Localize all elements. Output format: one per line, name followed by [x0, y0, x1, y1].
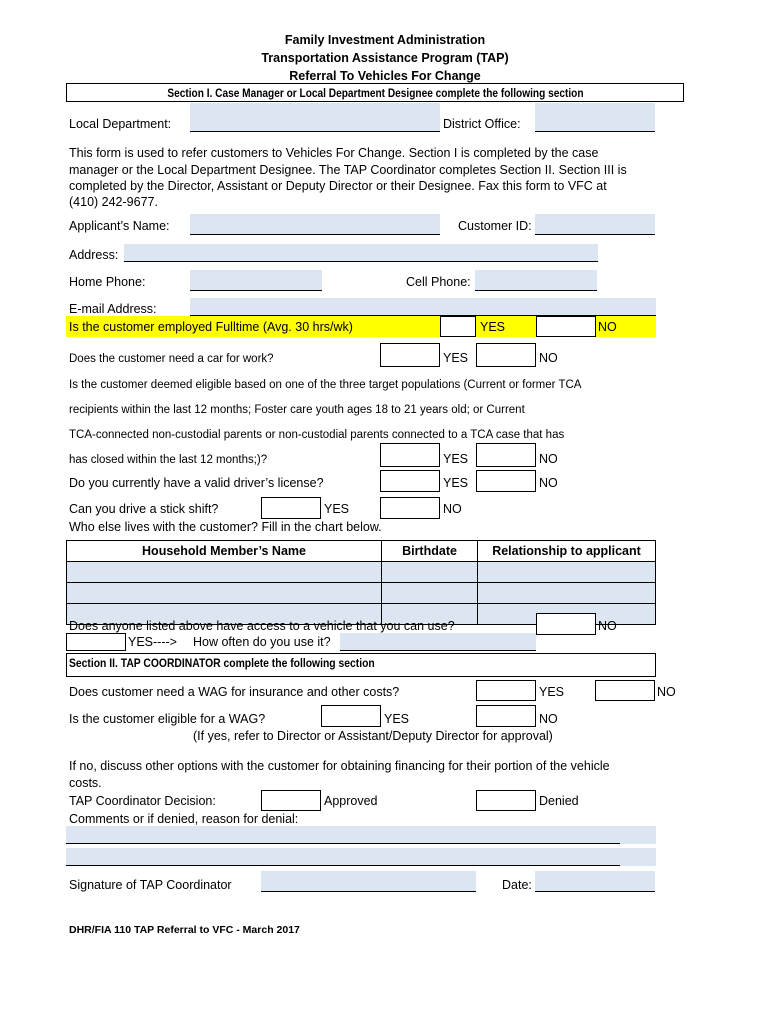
local-department-label: Local Department: — [69, 117, 172, 131]
employed-no-checkbox[interactable] — [536, 316, 596, 337]
employed-yes-checkbox[interactable] — [440, 316, 476, 337]
vehicle-access-question: Does anyone listed above have access to a vehicle that you can use? — [69, 619, 455, 633]
eligible-text-line-3: TCA-connected non-custodial parents or non-custodial parents connected to a TCA case that has — [69, 429, 565, 441]
household-header-row — [67, 541, 656, 562]
comments-field-1[interactable] — [66, 826, 656, 844]
wag-need-no-label: NO — [657, 685, 676, 699]
car-for-work-no-label: NO — [539, 351, 558, 365]
car-for-work-question: Does the customer need a car for work? — [69, 353, 274, 365]
stick-shift-question: Can you drive a stick shift? — [69, 502, 219, 516]
district-office-field[interactable] — [535, 103, 655, 132]
district-office-label: District Office: — [443, 117, 521, 131]
approved-checkbox[interactable] — [261, 790, 321, 811]
cell-phone-label: Cell Phone: — [406, 275, 471, 289]
form-agency-title: Family Investment Administration — [284, 33, 486, 47]
stick-shift-yes-label: YES — [324, 502, 350, 516]
employed-question: Is the customer employed Fulltime (Avg. 30 hrs/wk) — [69, 320, 353, 334]
form-program-title: Transportation Assistance Program (TAP) — [261, 51, 509, 65]
stick-shift-yes-checkbox[interactable] — [261, 497, 321, 519]
other-options-line-2: costs. — [69, 776, 102, 790]
household-birthdate-cell[interactable] — [382, 562, 478, 583]
intro-text-line-3: completed by the Director, Assistant or Deputy Director or their Designee. Fax this form to VFC at — [69, 179, 607, 193]
customer-id-field[interactable] — [535, 214, 655, 235]
home-phone-field[interactable] — [190, 270, 322, 291]
decision-label: TAP Coordinator Decision: — [69, 794, 216, 808]
household-header-relationship: Relationship to applicant — [478, 541, 656, 562]
denied-checkbox[interactable] — [476, 790, 536, 811]
comments-underline-1 — [66, 843, 620, 844]
vehicle-access-yes-checkbox[interactable] — [66, 633, 126, 651]
eligible-yes-checkbox[interactable] — [380, 443, 440, 467]
wag-eligible-no-label: NO — [539, 712, 558, 726]
eligible-text-line-4: has closed within the last 12 months;)? — [69, 454, 268, 466]
date-field[interactable] — [535, 871, 655, 892]
address-label: Address: — [69, 248, 119, 262]
other-options-line-1: If no, discuss other options with the customer for obtaining financing for their portion of the vehicle — [69, 759, 610, 773]
cell-phone-field[interactable] — [475, 270, 597, 291]
section-1-title: Section I. Case Manager or Local Department Designee complete the following section — [166, 88, 584, 100]
car-for-work-no-checkbox[interactable] — [476, 343, 536, 367]
comments-underline-2 — [66, 865, 620, 866]
date-label: Date: — [502, 878, 532, 892]
license-yes-label: YES — [443, 476, 469, 490]
car-for-work-yes-label: YES — [443, 351, 469, 365]
household-name-cell[interactable] — [67, 562, 382, 583]
wag-need-question: Does customer need a WAG for insurance and other costs? — [69, 685, 400, 699]
license-yes-checkbox[interactable] — [380, 470, 440, 492]
employed-no-label: NO — [598, 320, 617, 334]
section-2-title: Section II. TAP COORDINATOR complete the following section — [69, 658, 375, 670]
applicant-name-label: Applicant’s Name: — [69, 219, 170, 233]
wag-eligible-yes-checkbox[interactable] — [321, 705, 381, 727]
signature-label: Signature of TAP Coordinator — [69, 878, 232, 892]
approved-label: Approved — [324, 794, 378, 808]
local-department-field[interactable] — [190, 103, 440, 132]
wag-need-yes-checkbox[interactable] — [476, 680, 536, 701]
how-often-question: How often do you use it? — [193, 635, 331, 649]
wag-eligible-no-checkbox[interactable] — [476, 705, 536, 727]
signature-field[interactable] — [261, 871, 476, 892]
wag-eligible-yes-label: YES — [384, 712, 410, 726]
eligible-no-label: NO — [539, 452, 558, 466]
applicant-name-field[interactable] — [190, 214, 440, 235]
how-often-field[interactable] — [340, 633, 536, 651]
license-no-checkbox[interactable] — [476, 470, 536, 492]
comments-label: Comments or if denied, reason for denial: — [69, 812, 299, 826]
household-row — [67, 562, 656, 583]
comments-field-2[interactable] — [66, 848, 656, 866]
form-id-footer: DHR/FIA 110 TAP Referral to VFC - March 2017 — [69, 924, 300, 936]
vehicle-access-no-checkbox[interactable] — [536, 613, 596, 635]
who-lives-question: Who else lives with the customer? Fill in the chart below. — [69, 520, 382, 534]
email-label: E-mail Address: — [69, 302, 157, 316]
denied-label: Denied — [539, 794, 579, 808]
household-header-name: Household Member’s Name — [67, 541, 382, 562]
stick-shift-no-checkbox[interactable] — [380, 497, 440, 519]
wag-eligible-question: Is the customer eligible for a WAG? — [69, 712, 266, 726]
address-field[interactable] — [124, 244, 598, 262]
wag-note: (If yes, refer to Director or Assistant/Deputy Director for approval) — [193, 729, 553, 743]
household-header-birthdate: Birthdate — [382, 541, 478, 562]
section-1-banner — [66, 83, 684, 102]
eligible-yes-label: YES — [443, 452, 469, 466]
form-title: Referral To Vehicles For Change — [289, 69, 481, 83]
section-2-banner — [66, 653, 656, 677]
email-field[interactable] — [190, 298, 656, 316]
vehicle-access-yes-label: YES----> — [128, 635, 177, 649]
household-relationship-cell[interactable] — [478, 583, 656, 604]
wag-need-no-checkbox[interactable] — [595, 680, 655, 701]
household-relationship-cell[interactable] — [478, 562, 656, 583]
stick-shift-no-label: NO — [443, 502, 462, 516]
intro-text-line-2: manager or the Local Department Designee. The TAP Coordinator completes Section II. Section III is — [69, 163, 627, 177]
customer-id-label: Customer ID: — [458, 219, 532, 233]
household-row — [67, 583, 656, 604]
license-no-label: NO — [539, 476, 558, 490]
employed-yes-label: YES — [480, 320, 506, 334]
home-phone-label: Home Phone: — [69, 275, 146, 289]
eligible-text-line-2: recipients within the last 12 months; Foster care youth ages 18 to 21 years old; or Current — [69, 404, 525, 416]
wag-need-yes-label: YES — [539, 685, 565, 699]
eligible-no-checkbox[interactable] — [476, 443, 536, 467]
vehicle-access-no-label: NO — [598, 619, 617, 633]
intro-text-line-4: (410) 242-9677. — [69, 195, 158, 209]
eligible-text-line-1: Is the customer deemed eligible based on one of the three target populations (Current or former TCA — [69, 379, 582, 391]
intro-text-line-1: This form is used to refer customers to Vehicles For Change. Section I is completed by the case — [69, 146, 599, 160]
household-name-cell[interactable] — [67, 583, 382, 604]
household-birthdate-cell[interactable] — [382, 583, 478, 604]
license-question: Do you currently have a valid driver’s license? — [69, 476, 324, 490]
car-for-work-yes-checkbox[interactable] — [380, 343, 440, 367]
